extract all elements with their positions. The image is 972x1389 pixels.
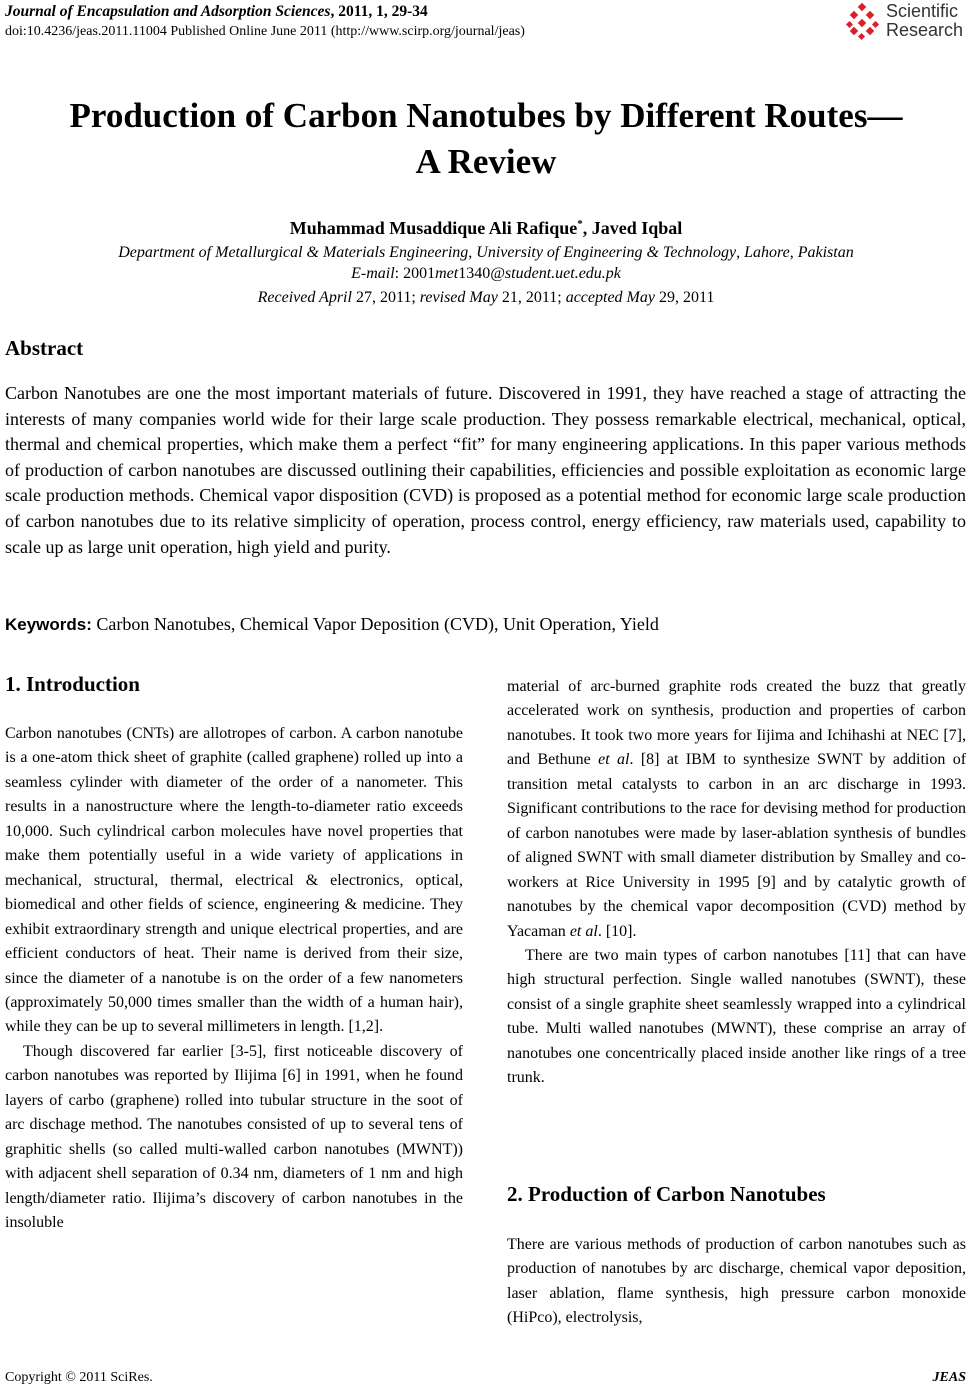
scirp-logo-icon	[846, 3, 880, 41]
footer-journal-abbr: JEAS	[932, 1370, 966, 1385]
scirp-logo	[846, 1, 968, 43]
author-2: , Javed Iqbal	[582, 218, 683, 238]
aff-univ: University of Engineering & Technology	[476, 244, 737, 261]
paper-title	[0, 93, 972, 185]
paragraph: material of arc-burned graphite rods created the buzz that greatly accelerated work on synthesis, production and properties of carbon nanotubes. It took two more years for Iijima and Ichihashi at NEC [7], and Bethune et al. [8] at IBM to synthesize SWNT by addition of transition metal catalysts to carbon in an arc discharge in 1993. Significant contributions to the race for devising method for production of carbon nanotubes were made by laser-ablation synthesis of bundles of aligned SWNT with small diameter distribution by Smalley and co- workers at Rice University in 1995 [9] and by catalytic growth of nanotubes by the chemical vapor decomposition (CVD) method by Yacaman et al. [10].	[507, 678, 967, 940]
affiliation: Department of Metallurgical & Materials Engineering, University of Engineering & Technology, Lahore, Pakistan	[118, 244, 854, 261]
journal-citation	[5, 3, 428, 21]
paragraph: There are various methods of production of carbon nanotubes such as production of nanotubes by arc discharge, chemical vapor deposition, laser ablation, flame synthesis, high pressure carbon monoxide (HiPco), electrolysis,	[507, 1236, 966, 1327]
title-line-2: A Review	[415, 142, 557, 181]
section-2-heading: 2. Production of Carbon Nanotubes	[507, 1182, 826, 1206]
keywords-text: Carbon Nanotubes, Chemical Vapor Deposition (CVD), Unit Operation, Yield	[91, 614, 659, 634]
email-line: E-mail: 2001met1340@student.uet.edu.pk	[351, 265, 621, 282]
corresponding-mark: *	[577, 218, 583, 230]
journal-issue: , 2011, 1, 29-34	[330, 3, 428, 20]
abstract-text: Carbon Nanotubes are one the most important materials of future. Discovered in 1991, they have reached a stage of attracting the interests of many companies world wide for their large scale production. They possess remarkable electrical, mechanical, optical, thermal and chemical properties, which make them a perfect “fit” for many engineering applications. In this paper various methods of production of carbon nanotubes are discussed outlining their capabilities, efficiencies and possible exploitation as economic large scale production methods. Chemical vapor disposition (CVD) is proposed as a potential method for economic large scale production of carbon nanotubes due to its relative simplicity of operation, process control, energy efficiency, raw materials used, capability to scale up as large unit operation, high yield and purity.	[5, 383, 966, 557]
logo-text-scientific: Scientific	[886, 1, 959, 21]
aff-dept: Department of Metallurgical & Materials Engineering	[118, 244, 469, 261]
keywords	[5, 614, 659, 635]
authors	[0, 218, 972, 239]
section-2-body	[507, 1233, 966, 1331]
aff-city: Lahore	[744, 244, 790, 261]
left-column	[5, 722, 463, 1236]
right-column	[507, 675, 966, 1091]
aff-country: Pakistan	[797, 244, 854, 261]
dates-line: Received April 27, 2011; revised May 21, 2011; accepted May 29, 2011	[257, 289, 715, 306]
paragraph: There are two main types of carbon nanotubes [11] that can have high structural perfection. Single walled nanotubes (SWNT), these consist of a single graphite sheet seamlessly wrapped into a cylindrical tube. Multi walled nanotubes (MWNT), these comprise an array of nanotubes one concentrically placed inside another like rings of a tree trunk.	[507, 946, 966, 1087]
keywords-label: Keywords:	[5, 615, 92, 634]
title-line-1: Production of Carbon Nanotubes by Different Routes—	[69, 96, 903, 135]
paragraph: Though discovered far earlier [3-5], first noticeable discovery of carbon nanotubes was reported by Ilijima [6] in 1991, when he found layers of carbo (graphene) rolled into tubular structure in the soot of arc dischage method. The nanotubes consisted of up to several tens of graphitic shells (so called multi-walled carbon nanotubes (MWNT)) with adjacent shell separation of 0.34 nm, diameters of 1 nm and high length/diameter ratio. Ilijima’s discovery of carbon nanotubes in the insoluble	[5, 1042, 463, 1232]
journal-name: Journal of Encapsulation and Adsorption Sciences	[5, 3, 331, 20]
footer-copyright: Copyright © 2011 SciRes.	[5, 1370, 153, 1385]
abstract-heading: Abstract	[5, 336, 84, 360]
paragraph: Carbon nanotubes (CNTs) are allotropes of carbon. A carbon nanotube is a one-atom thick sheet of graphite (called graphene) rolled up into a seamless cylinder with diameter of the order of a nanometer. This results in a nanostructure where the length-to-diameter ratio exceeds 10,000. Such cylindrical carbon molecules have novel properties that make them potentially useful in a wide variety of applications in mechanical, structural, thermal, electrical & electronics, optical, biomedical and other fields of science, engineering & medicine. They exhibit extraordinary strength and unique electrical properties, and are efficient conductors of heat. Their name is derived from their size, since the diameter of a nanotube is on the order of a few nanometers (approximately 50,000 times smaller than the width of a human hair), while they can be up to several millimeters in length. [1,2].	[5, 725, 463, 1036]
doi-line: doi:10.4236/jeas.2011.11004 Published Online June 2011 (http://www.scirp.org/journal/jeas)	[5, 24, 525, 39]
author-1: Muhammad Musaddique Ali Rafique	[289, 218, 578, 238]
logo-text-research: Research	[886, 20, 964, 40]
section-1-heading: 1. Introduction	[5, 672, 140, 696]
